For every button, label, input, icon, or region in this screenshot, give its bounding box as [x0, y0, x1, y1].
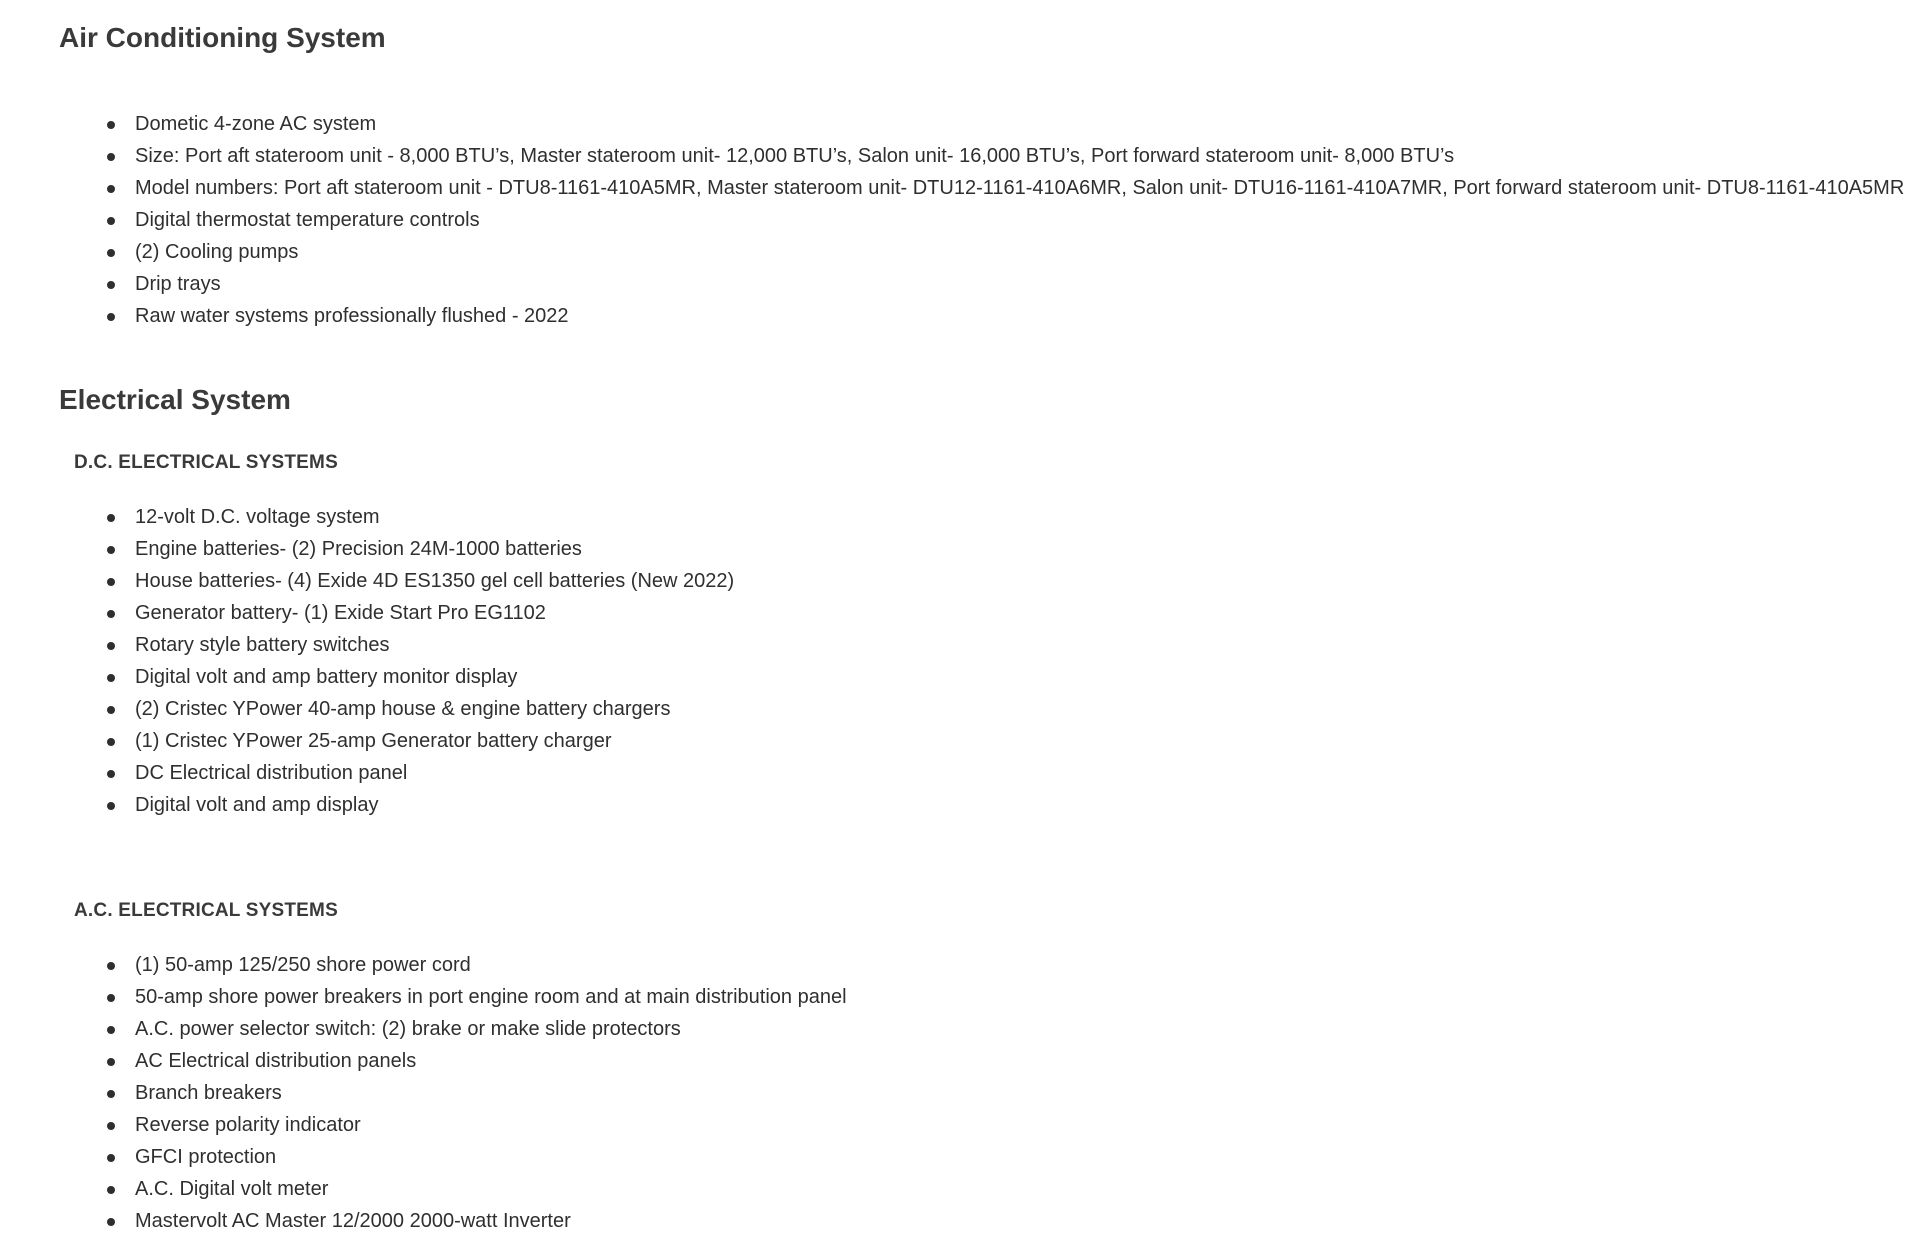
list-item [105, 204, 1905, 236]
bullet-icon [107, 281, 115, 289]
bullet-icon [107, 1058, 115, 1066]
list-item-text: 50-amp shore power breakers in port engine room and at main distribution panel [135, 986, 847, 1008]
bullet-icon [107, 313, 115, 321]
list-item [105, 140, 1905, 172]
list-item-text: (2) Cooling pumps [135, 241, 299, 263]
list-item-text: Digital volt and amp display [135, 794, 379, 816]
list-item-text: House batteries- (4) Exide 4D ES1350 gel cell batteries (New 2022) [135, 570, 735, 592]
bullet-icon [107, 994, 115, 1002]
list-item [105, 1077, 1905, 1109]
list-item-text: DC Electrical distribution panel [135, 762, 408, 784]
list-item [105, 693, 1905, 725]
list-item-text: 12-volt D.C. voltage system [135, 506, 380, 528]
list-item [105, 725, 1905, 757]
list-item-text: (1) 50-amp 125/250 shore power cord [135, 954, 471, 976]
bullet-icon [107, 674, 115, 682]
bullet-icon [107, 1122, 115, 1130]
bullet-icon [107, 249, 115, 257]
ac-section-title: Air Conditioning System [59, 22, 386, 53]
list-item-text: Digital thermostat temperature controls [135, 209, 480, 231]
bullet-icon [107, 546, 115, 554]
list-item-text: Mastervolt AC Master 12/2000 2000-watt Inverter [135, 1210, 571, 1232]
bullet-icon [107, 1026, 115, 1034]
bullet-icon [107, 706, 115, 714]
ac-items-list [105, 108, 1905, 332]
list-item [105, 661, 1905, 693]
list-item-text: GFCI protection [135, 1146, 277, 1168]
ac-subsection-title: A.C. ELECTRICAL SYSTEMS [74, 900, 338, 921]
list-item [105, 629, 1905, 661]
dc-subsection-title: D.C. ELECTRICAL SYSTEMS [74, 452, 338, 473]
bullet-icon [107, 514, 115, 522]
list-item [105, 949, 1905, 981]
list-item-text: Rotary style battery switches [135, 634, 390, 656]
bullet-icon [107, 217, 115, 225]
bullet-icon [107, 610, 115, 618]
bullet-icon [107, 802, 115, 810]
bullet-icon [107, 1154, 115, 1162]
list-item [105, 565, 1905, 597]
list-item-text: A.C. Digital volt meter [135, 1178, 329, 1200]
list-item-text: Branch breakers [135, 1082, 282, 1104]
list-item [105, 1205, 1905, 1237]
list-item-text: Digital volt and amp battery monitor display [135, 666, 518, 688]
list-item [105, 172, 1905, 204]
list-item-text: (1) Cristec YPower 25-amp Generator battery charger [135, 730, 612, 752]
list-item [105, 501, 1905, 533]
list-item [105, 533, 1905, 565]
list-item [105, 108, 1905, 140]
list-item-text: (2) Cristec YPower 40-amp house & engine battery chargers [135, 698, 671, 720]
list-item-text: Reverse polarity indicator [135, 1114, 361, 1136]
list-item [105, 1141, 1905, 1173]
list-item-text: AC Electrical distribution panels [135, 1050, 417, 1072]
list-item [105, 1013, 1905, 1045]
list-item [105, 597, 1905, 629]
ac-section [59, 21, 1899, 55]
list-item [105, 981, 1905, 1013]
list-item-text: Engine batteries- (2) Precision 24M-1000 batteries [135, 538, 582, 560]
list-item-text: Raw water systems professionally flushed - 2022 [135, 305, 569, 327]
bullet-icon [107, 1218, 115, 1226]
list-item [105, 1045, 1905, 1077]
list-item [105, 1109, 1905, 1141]
list-item-text: Model numbers: Port aft stateroom unit - DTU8-1161-410A5MR, Master stateroom unit- DTU12-1161-410A6MR, Salon unit- DTU16-1161-410A7MR, Port forward stateroom unit- DTU8-1161-410A5MR [135, 177, 1905, 199]
bullet-icon [107, 1090, 115, 1098]
bullet-icon [107, 642, 115, 650]
ac-electrical-items-list [105, 949, 1905, 1237]
list-item-text: Generator battery- (1) Exide Start Pro EG1102 [135, 602, 546, 624]
list-item [105, 268, 1905, 300]
bullet-icon [107, 962, 115, 970]
dc-items-list [105, 501, 1905, 821]
bullet-icon [107, 121, 115, 129]
list-item [105, 236, 1905, 268]
bullet-icon [107, 578, 115, 586]
list-item [105, 789, 1905, 821]
list-item [105, 1173, 1905, 1205]
bullet-icon [107, 738, 115, 746]
electrical-section-title: Electrical System [59, 384, 291, 415]
list-item-text: A.C. power selector switch: (2) brake or make slide protectors [135, 1018, 681, 1040]
bullet-icon [107, 185, 115, 193]
bullet-icon [107, 1186, 115, 1194]
list-item-text: Size: Port aft stateroom unit - 8,000 BTU’s, Master stateroom unit- 12,000 BTU’s, Salon unit- 16,000 BTU’s, Port forward stateroom unit- 8,000 BTU’s [135, 145, 1455, 167]
bullet-icon [107, 770, 115, 778]
list-item-text: Dometic 4-zone AC system [135, 113, 377, 135]
bullet-icon [107, 153, 115, 161]
list-item-text: Drip trays [135, 273, 221, 295]
list-item [105, 757, 1905, 789]
electrical-section [59, 383, 1899, 417]
list-item [105, 300, 1905, 332]
